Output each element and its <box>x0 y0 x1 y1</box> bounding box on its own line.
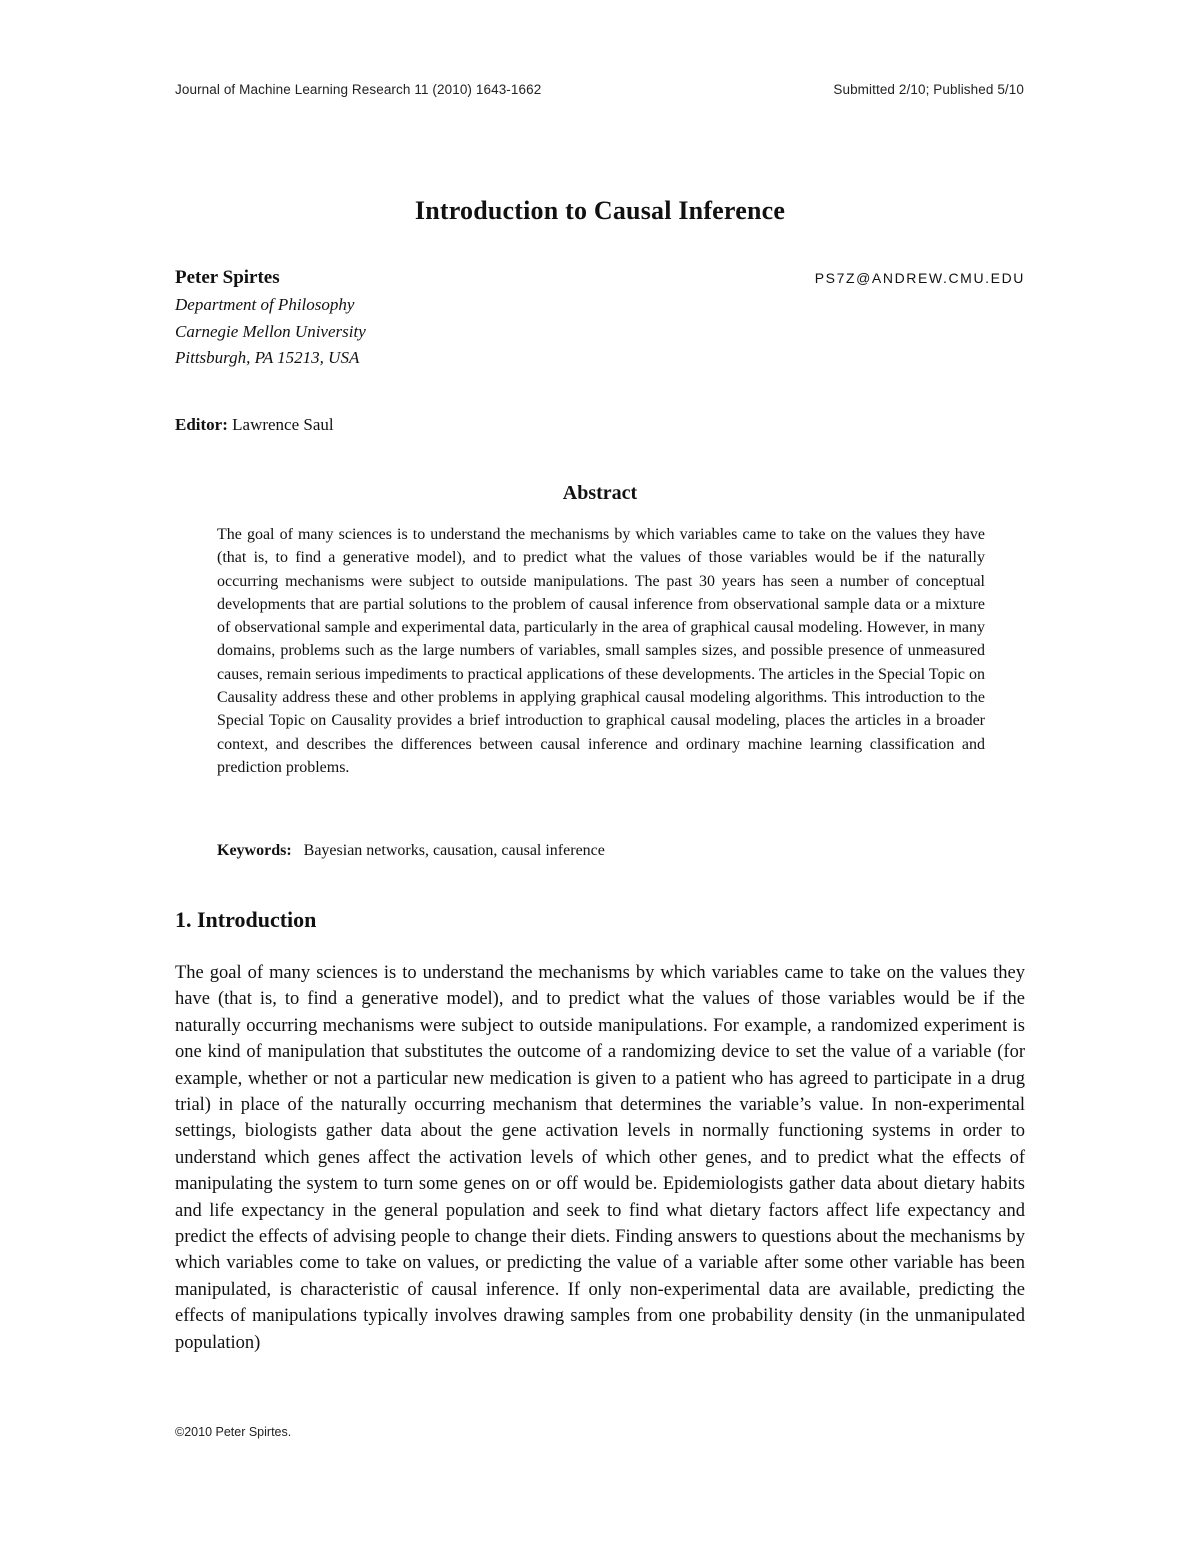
author-department: Department of Philosophy <box>175 295 355 314</box>
keywords-text: Bayesian networks, causation, causal inference <box>303 842 605 859</box>
copyright-footer: ©2010 Peter Spirtes. <box>175 1425 292 1439</box>
section-heading-introduction: 1. Introduction <box>175 907 317 932</box>
editor-name: Lawrence Saul <box>232 415 334 434</box>
keywords-label: Keywords: <box>217 842 292 859</box>
submission-dates: Submitted 2/10; Published 5/10 <box>833 82 1024 97</box>
author-location: Pittsburgh, PA 15213, USA <box>175 348 360 367</box>
editor-line <box>175 415 334 435</box>
paper-title: Introduction to Causal Inference <box>414 196 786 225</box>
running-header <box>175 82 1024 97</box>
editor-label: Editor: <box>175 415 228 434</box>
keywords-line <box>217 842 605 860</box>
abstract-heading: Abstract <box>562 482 638 504</box>
author-block <box>175 264 1025 372</box>
author-name: Peter Spirtes <box>175 267 280 288</box>
author-university: Carnegie Mellon University <box>175 321 366 341</box>
journal-citation: Journal of Machine Learning Research 11 (2010) 1643-1662 <box>175 82 542 97</box>
introduction-text: The goal of many sciences is to understand the mechanisms by which variables came to take on the values they have (that is, to find a generative model), and to predict what the values of those variables would be if the naturally occurring mechanisms were subject to outside manipulations. For example, a randomized experiment is one kind of manipulation that substitutes the outcome of a randomizing device to set the value of a variable (for example, whether or not a particular new medication is given to a patient who has agreed to participate in a drug trial) in place of the naturally occurring mechanism that determines the variable’s value. In non-experimental settings, biologists gather data about the gene activation levels in normally functioning systems in order to understand which genes affect the activation levels of which other genes, and to predict what the effects of manipulating the system to turn some genes on or off would be. Epidemiologists gather data about dietary habits and life expectancy in the general population and seek to find what dietary factors affect life expectancy and predict the effects of advising people to change their diets. Finding answers to questions about the mechanisms by which variables come to take on values, or predicting the value of a variable after some other variable has been manipulated, is characteristic of causal inference. If only non-experimental data are available, predicting the effects of manipulations typically involves drawing samples from one probability density (in the unmanipulated population) <box>175 963 1025 1353</box>
abstract-text: The goal of many sciences is to understand the mechanisms by which variables came to take on the values they have (that is, to find a generative model), and to predict what the values of those variables would be if the naturally occurring mechanisms were subject to outside manipulations. The past 30 years has seen a number of conceptual developments that are partial solutions to the problem of causal inference from observational sample data or a mixture of observational sample and experimental data, particularly in the area of graphical causal modeling. However, in many domains, problems such as the large numbers of variables, small samples sizes, and possible presence of unmeasured causes, remain serious impediments to practical applications of these developments. The articles in the Special Topic on Causality address these and other problems in applying graphical causal modeling algorithms. This introduction to the Special Topic on Causality provides a brief introduction to graphical causal modeling, places the articles in a broader context, and describes the differences between causal inference and ordinary machine learning classification and prediction problems. <box>217 526 985 776</box>
author-email: PS7Z@ANDREW.CMU.EDU <box>814 270 1025 286</box>
